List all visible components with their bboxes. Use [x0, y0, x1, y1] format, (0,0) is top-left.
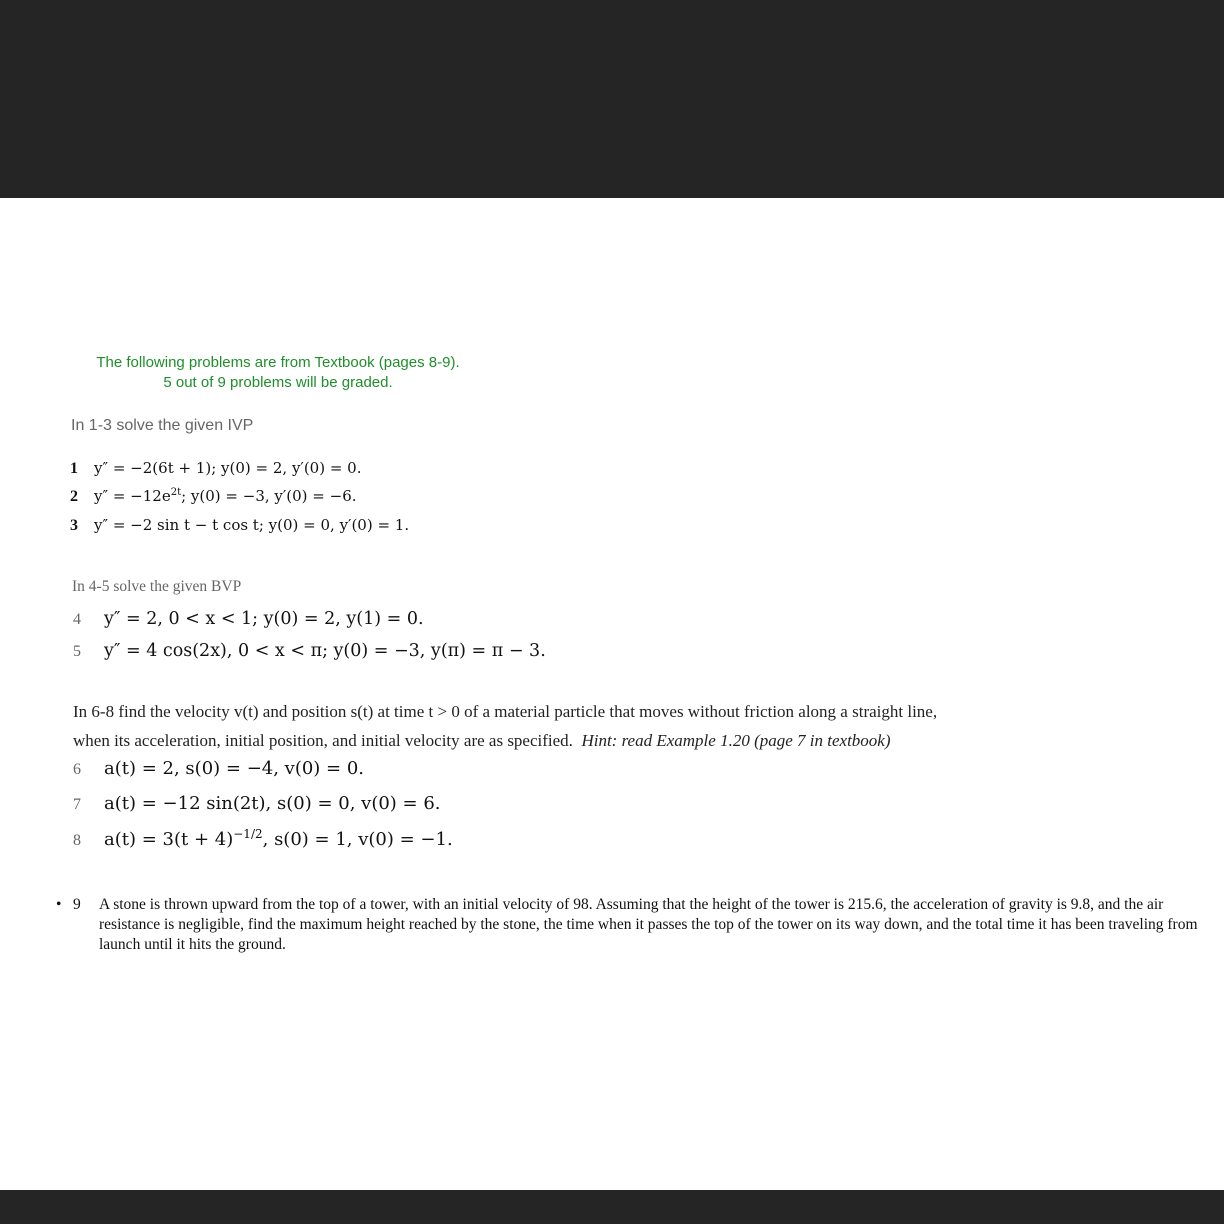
problem-number: 7: [73, 796, 81, 813]
problem-3: [70, 516, 409, 535]
bullet-marker: •: [56, 896, 62, 913]
notice-line-2: 5 out of 9 problems will be graded.: [163, 374, 393, 391]
problem-number: 9: [73, 896, 81, 913]
problem-4: [73, 609, 424, 629]
problem-5: [73, 641, 546, 661]
problem-number: 5: [73, 643, 81, 660]
bottom-dark-bar: [0, 1190, 1224, 1224]
top-dark-bar: [0, 0, 1224, 198]
problem-2: [70, 487, 357, 506]
problem-number: 3: [70, 517, 78, 534]
problem-equation: a(t) = −12 sin(2t), s(0) = 0, v(0) = 6.: [104, 793, 441, 814]
problem-equation: y″ = 4 cos(2x), 0 < x < π; y(0) = −3, y(π) = π − 3.: [104, 641, 546, 661]
problem-equation: $y'' = -12e^{2t}$; y(0) = −3, y′(0) = −6.: [94, 487, 357, 505]
motion-intro-line-1: In 6-8 find the velocity v(t) and position s(t) at time t > 0 of a material particle that moves without friction along a straight line,: [73, 702, 938, 721]
problem-number: 6: [73, 761, 81, 778]
problem-equation: y″ = 2, 0 < x < 1; y(0) = 2, y(1) = 0.: [104, 609, 424, 629]
problem-9-text: A stone is thrown upward from the top of a tower, with an initial velocity of 98. Assuming that the height of the tower is 215.6, the acceleration of gravity is 9.8, and the air resistance is negligible, find the maximum height reached by the stone, the time when it passes the top of the tower on its way down, and the total time it has been traveling from launch until it hits the ground.: [99, 896, 1198, 953]
notice-line-1: The following problems are from Textbook (pages 8-9).: [96, 354, 460, 371]
problem-9: [56, 895, 1206, 955]
problem-7: [73, 793, 441, 814]
problem-number: 8: [73, 832, 81, 849]
motion-intro-line-2: when its acceleration, initial position, and initial velocity are as specified. Hint: read Example 1.20 (page 7 in textbook): [73, 731, 891, 750]
problem-equation: y″ = −2(6t + 1); y(0) = 2, y′(0) = 0.: [94, 459, 362, 477]
problem-number: 2: [70, 488, 78, 505]
problem-8: [73, 827, 453, 850]
problem-equation: a(t) = 2, s(0) = −4, v(0) = 0.: [104, 758, 365, 779]
problem-equation: y″ = −2 sin t − t cos t; y(0) = 0, y′(0) = 1.: [94, 516, 410, 534]
problem-1: [70, 459, 362, 478]
problem-number: 1: [70, 460, 78, 477]
grading-notice: [60, 353, 496, 393]
problem-6: [73, 758, 364, 779]
ivp-heading: In 1-3 solve the given IVP: [71, 417, 254, 434]
hint-text: Hint: read Example 1.20 (page 7 in textbook): [581, 731, 891, 750]
problem-equation: $a(t) = 3(t + 4)^{-1/2}$, s(0) = 1, v(0) = −1.: [104, 827, 453, 850]
problem-number: 4: [73, 611, 81, 628]
bvp-heading: In 4-5 solve the given BVP: [72, 578, 242, 595]
motion-intro: [73, 697, 1153, 755]
